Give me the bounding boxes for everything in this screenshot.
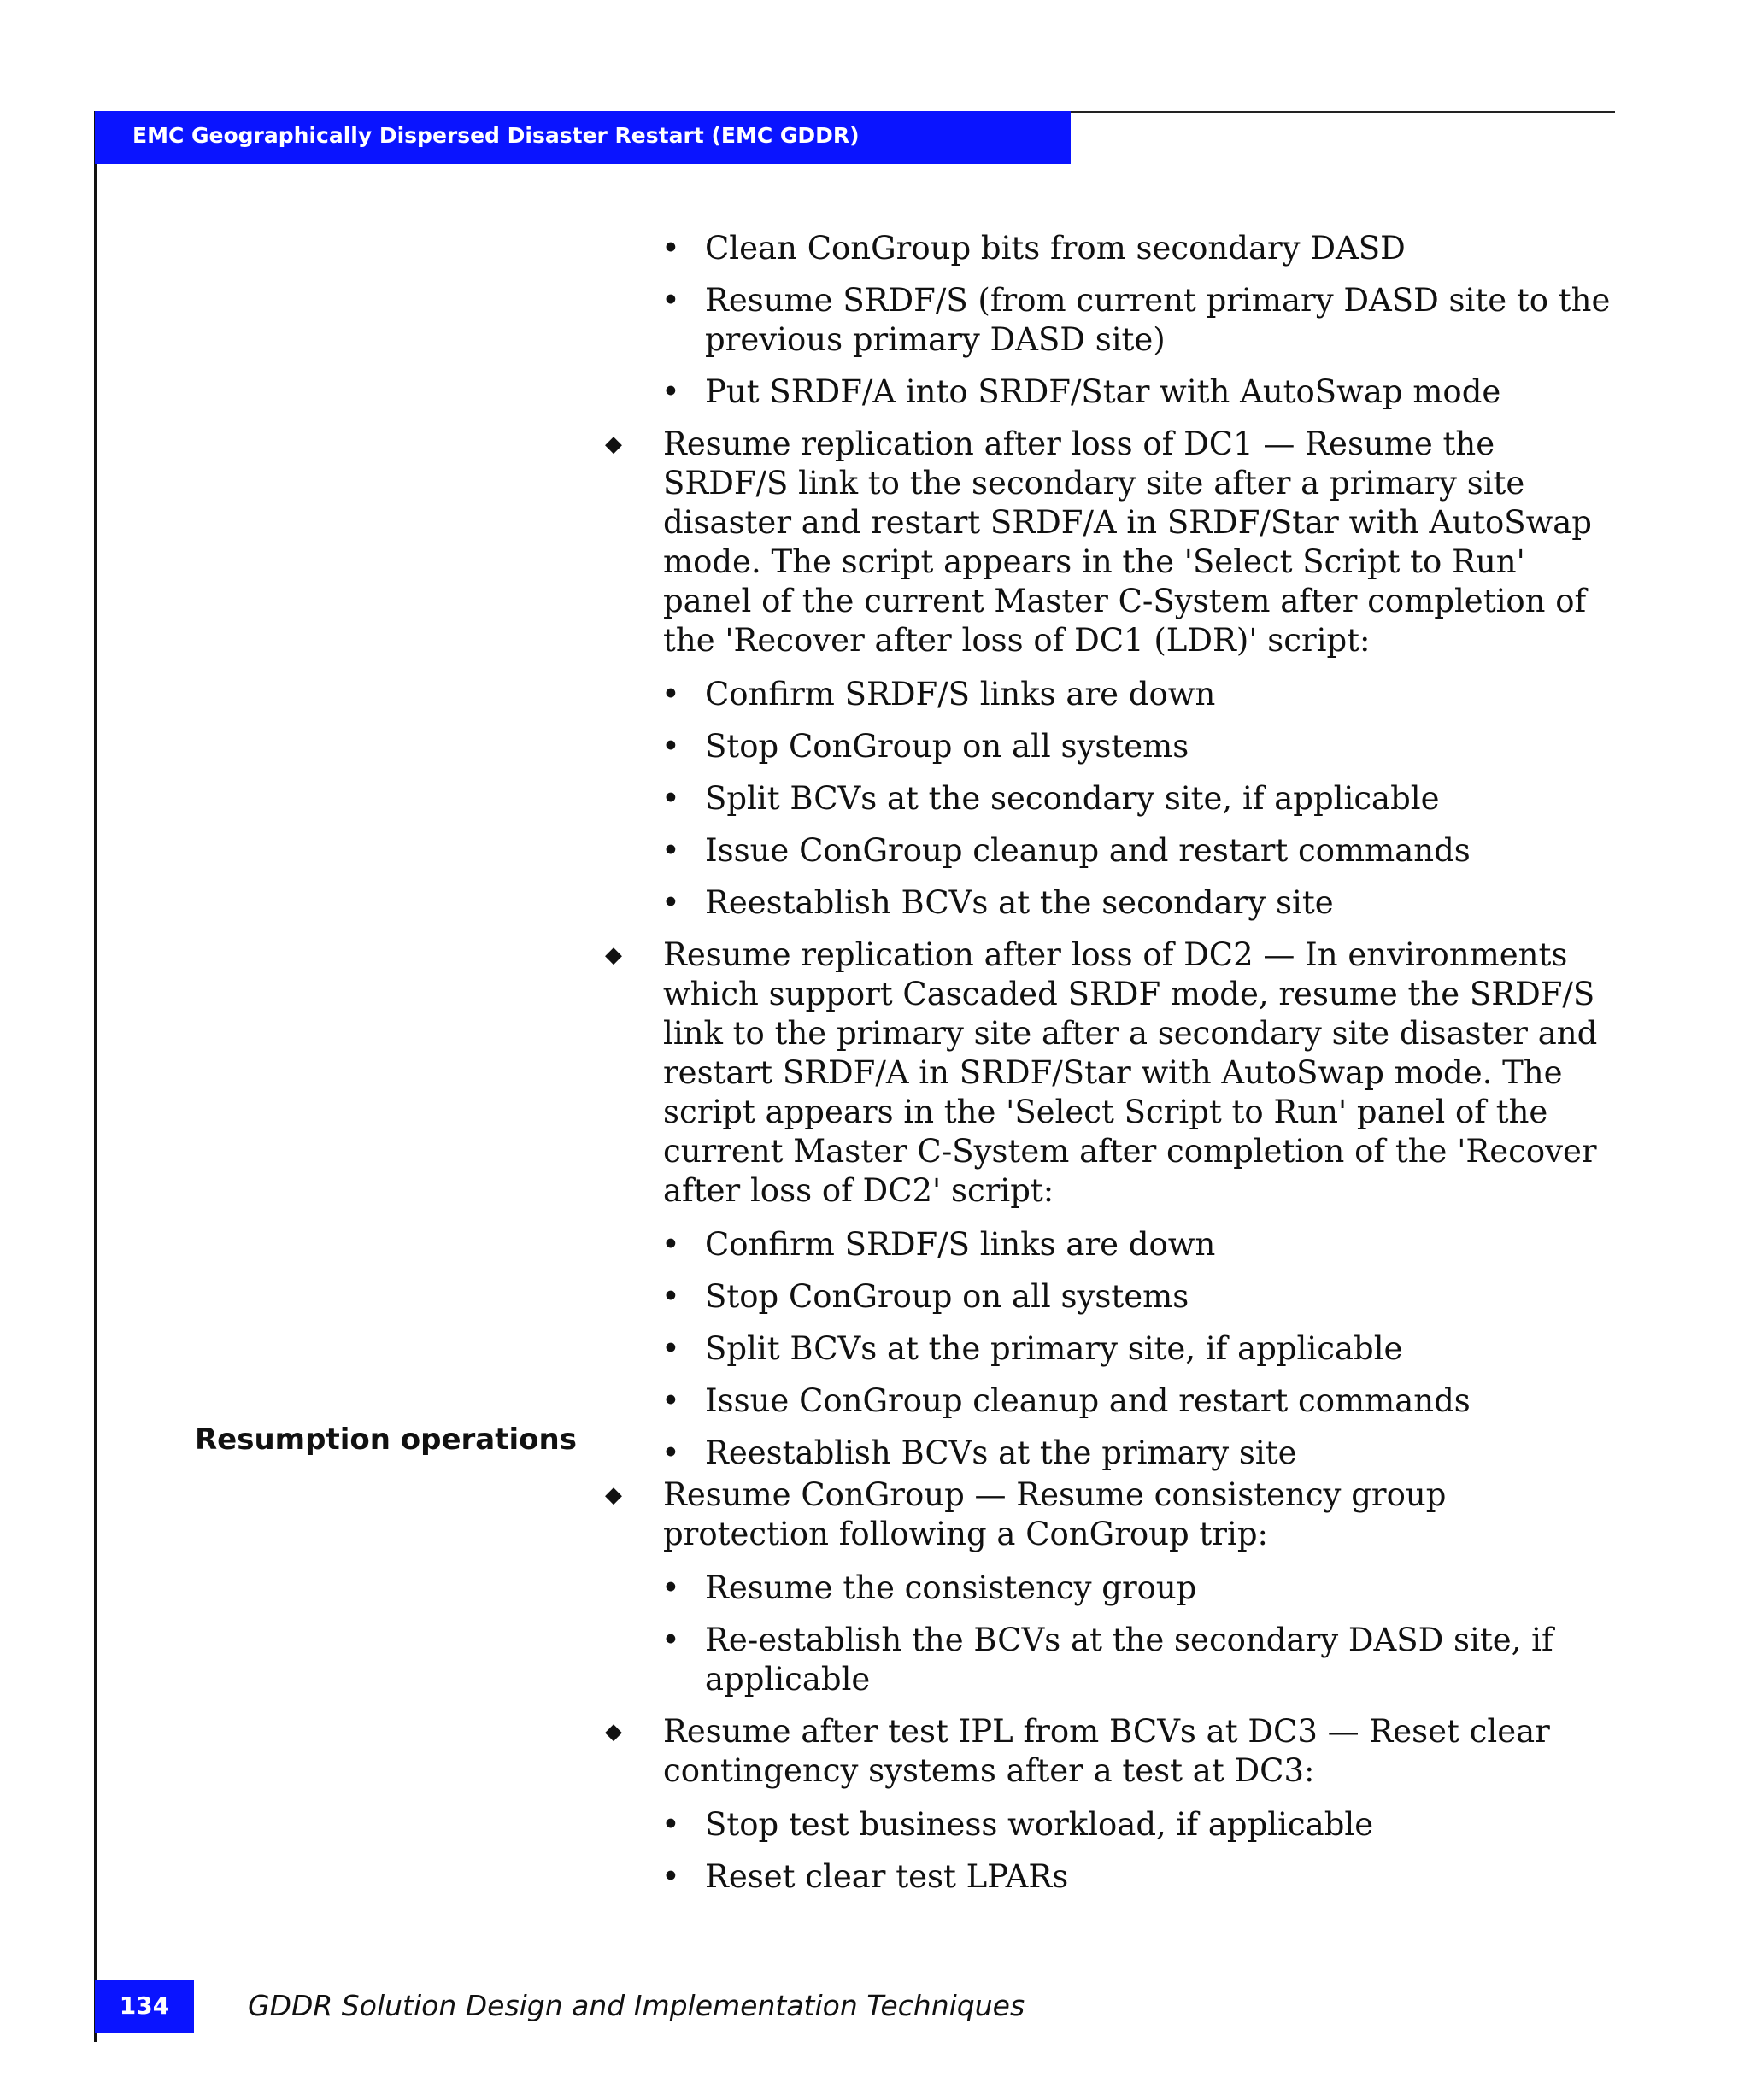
bullet-text: Split BCVs at the secondary site, if applicable (705, 780, 1440, 817)
script-description: Resume replication after loss of DC1 — Resume the SRDF/S link to the secondary site after a primary site disaster and restart SRDF/A in SRDF/Star with AutoSwap mode. The script appears in the 'Select Script to Run' panel of the current Master C-System after completion of the 'Recover after loss of DC1 (LDR)' script: (663, 425, 1592, 659)
bullet-dot-icon: • (661, 780, 680, 817)
page-number-box (95, 1980, 194, 2033)
section2-content (598, 1475, 1615, 1909)
left-margin-rule (94, 111, 97, 2042)
bullet-text: Put SRDF/A into SRDF/Star with AutoSwap mode (705, 373, 1501, 410)
bullet-item (598, 675, 1615, 714)
bullet-item (598, 1225, 1615, 1264)
bullet-text: Confirm SRDF/S links are down (705, 1226, 1216, 1263)
bullet-text: Reset clear test LPARs (705, 1858, 1069, 1895)
bullet-dot-icon: • (661, 832, 680, 869)
bullet-item (598, 1621, 1615, 1699)
bullet-item (598, 779, 1615, 818)
bullet-item (598, 1569, 1615, 1608)
bullet-text: Reestablish BCVs at the secondary site (705, 884, 1334, 921)
bullet-text: Issue ConGroup cleanup and restart commands (705, 832, 1471, 869)
bullet-dot-icon: • (661, 1382, 680, 1419)
bullet-text: Stop test business workload, if applicable (705, 1806, 1374, 1843)
bullet-text: Resume the consistency group (705, 1569, 1197, 1606)
bullet-text: Stop ConGroup on all systems (705, 728, 1189, 765)
section1-content (598, 229, 1615, 1486)
bullet-item (598, 372, 1615, 412)
diamond-bullet-icon: ◆ (605, 431, 622, 457)
leading-bullet-list (598, 229, 1615, 412)
diamond-bullet-icon: ◆ (605, 1482, 622, 1508)
test-ipl-step-list (598, 1805, 1615, 1897)
bullet-dot-icon: • (661, 230, 680, 267)
dc1-step-list (598, 675, 1615, 923)
bullet-dot-icon: • (661, 676, 680, 713)
running-header (95, 111, 1071, 164)
bullet-text: Stop ConGroup on all systems (705, 1278, 1189, 1315)
diamond-bullet-icon: ◆ (605, 1719, 622, 1745)
section-heading: Resumption operations (195, 1422, 577, 1457)
bullet-dot-icon: • (661, 373, 680, 410)
bullet-text: Re-establish the BCVs at the secondary DASD site, if applicable (705, 1622, 1553, 1698)
bullet-dot-icon: • (661, 884, 680, 921)
bullet-text: Confirm SRDF/S links are down (705, 676, 1216, 713)
bullet-dot-icon: • (661, 282, 680, 319)
header-rule (1071, 111, 1615, 113)
script-item-test-ipl (598, 1712, 1615, 1791)
bullet-dot-icon: • (661, 1226, 680, 1263)
diamond-bullet-icon: ◆ (605, 942, 622, 968)
page-number: 134 (119, 1991, 170, 2020)
bullet-dot-icon: • (661, 1806, 680, 1843)
bullet-dot-icon: • (661, 1858, 680, 1895)
bullet-item (598, 1381, 1615, 1421)
bullet-text: Resume SRDF/S (from current primary DASD site to the previous primary DASD site) (705, 282, 1611, 358)
bullet-dot-icon: • (661, 1278, 680, 1315)
header-title: EMC Geographically Dispersed Disaster Restart (EMC GDDR) (132, 123, 860, 148)
bullet-item (598, 1434, 1615, 1473)
bullet-dot-icon: • (661, 1569, 680, 1606)
bullet-item (598, 883, 1615, 923)
bullet-dot-icon: • (661, 728, 680, 765)
bullet-item (598, 1857, 1615, 1897)
bullet-item (598, 281, 1615, 360)
script-description: Resume ConGroup — Resume consistency group protection following a ConGroup trip: (663, 1476, 1447, 1552)
script-description: Resume replication after loss of DC2 — In environments which support Cascaded SRDF mode, resume the SRDF/S link to the primary site after a secondary site disaster and restart SRDF/A in SRDF/Star with AutoSwap mode. The script appears in the 'Select Script to Run' panel of the current Master C-System after completion of the 'Recover after loss of DC2' script: (663, 936, 1598, 1209)
bullet-text: Reestablish BCVs at the primary site (705, 1434, 1297, 1471)
footer-book-title: GDDR Solution Design and Implementation Techniques (248, 1989, 1025, 2022)
bullet-item (598, 1805, 1615, 1845)
script-item-dc2 (598, 936, 1615, 1211)
congroup-step-list (598, 1569, 1615, 1699)
script-item-dc1 (598, 425, 1615, 660)
bullet-text: Split BCVs at the primary site, if applicable (705, 1330, 1403, 1367)
bullet-item (598, 727, 1615, 766)
bullet-item (598, 831, 1615, 871)
bullet-item (598, 1329, 1615, 1369)
dc2-step-list (598, 1225, 1615, 1473)
bullet-dot-icon: • (661, 1622, 680, 1658)
bullet-text: Issue ConGroup cleanup and restart commands (705, 1382, 1471, 1419)
script-item-congroup (598, 1475, 1615, 1554)
bullet-dot-icon: • (661, 1434, 680, 1471)
script-description: Resume after test IPL from BCVs at DC3 — Reset clear contingency systems after a test at DC3: (663, 1713, 1550, 1789)
bullet-dot-icon: • (661, 1330, 680, 1367)
bullet-item (598, 229, 1615, 268)
bullet-item (598, 1277, 1615, 1317)
bullet-text: Clean ConGroup bits from secondary DASD (705, 230, 1406, 267)
